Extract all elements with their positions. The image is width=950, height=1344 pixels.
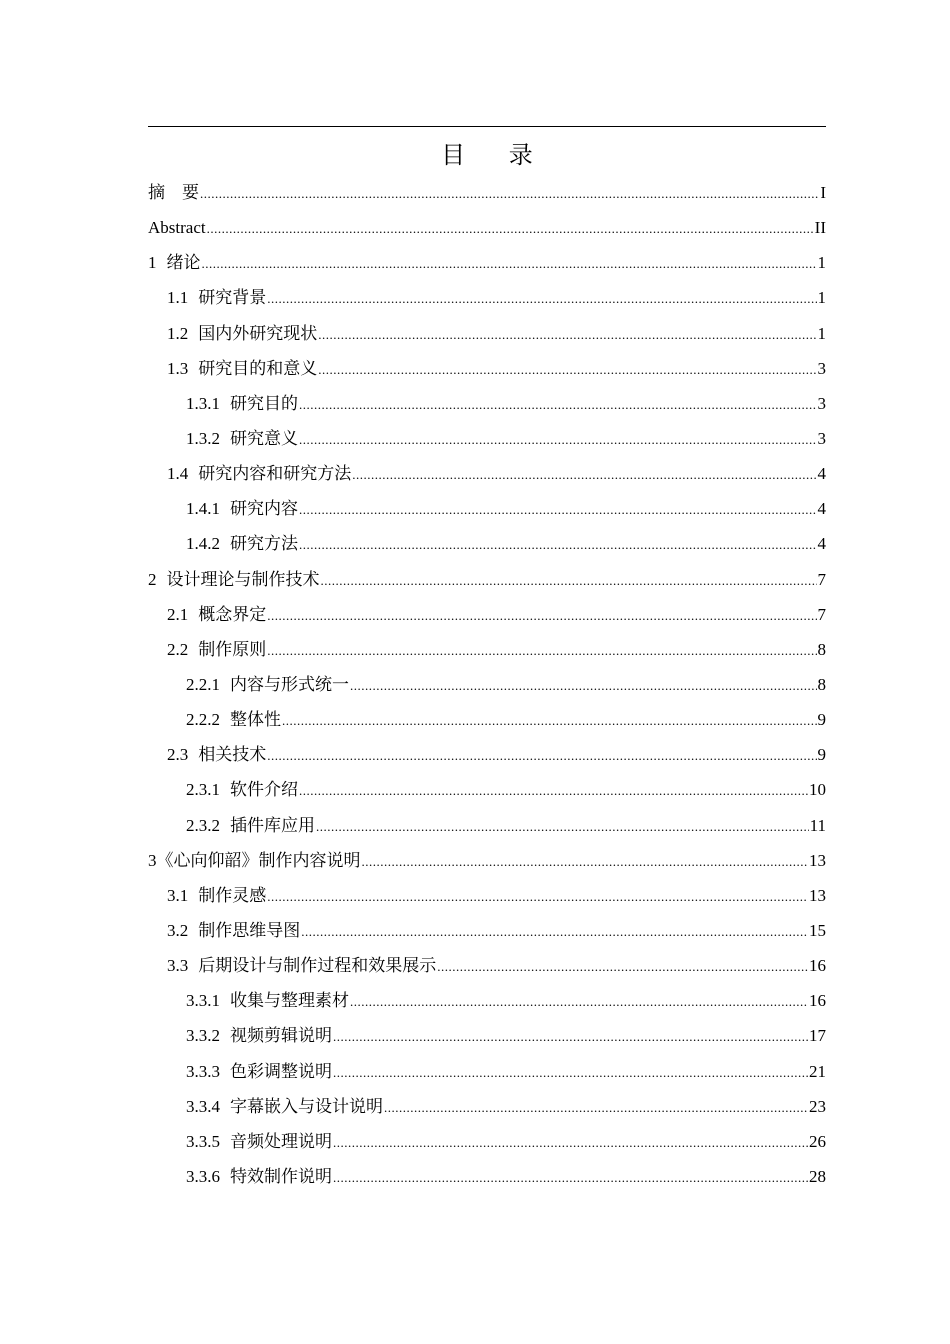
toc-entry[interactable] <box>148 667 826 702</box>
toc-entry-title: 后期设计与制作过程和效果展示 <box>198 956 437 976</box>
toc-entry[interactable] <box>148 737 826 772</box>
toc-entry-title: 绪论 <box>166 253 201 273</box>
toc-entry-label <box>186 386 298 421</box>
toc-entry-number: 2.3.1 <box>186 780 220 800</box>
toc-entry[interactable] <box>148 386 826 421</box>
toc-dot-leader <box>333 1125 808 1160</box>
toc-entry[interactable] <box>148 702 826 737</box>
toc-entry[interactable] <box>148 1054 826 1089</box>
toc-page-number: 13 <box>809 850 826 870</box>
toc-entry-number: 1 <box>148 253 157 273</box>
toc-entry-label <box>148 562 320 597</box>
toc-dot-leader <box>267 633 816 668</box>
toc-title: 目 录 <box>441 141 551 169</box>
toc-dot-leader <box>202 246 817 281</box>
toc-entry-title: 摘 要 <box>148 183 199 202</box>
toc-entry-title: 国内外研究现状 <box>198 323 318 343</box>
toc-entry-title: 研究意义 <box>230 428 298 448</box>
toc-dot-leader <box>267 598 816 633</box>
toc-entry-label <box>186 1054 332 1089</box>
toc-page-number: 11 <box>809 815 826 835</box>
toc-entry-label <box>186 702 281 737</box>
toc-entry-number: 3.3.3 <box>186 1061 220 1081</box>
toc-entry-title: 3《心向仰韶》制作内容说明 <box>148 850 361 870</box>
toc-page-number: 28 <box>809 1166 826 1186</box>
toc-page-number: 17 <box>809 1026 826 1046</box>
toc-entry-number: 1.3.2 <box>186 428 220 448</box>
toc-page-number: 23 <box>809 1096 826 1116</box>
toc-entry-title: 研究目的和意义 <box>198 358 318 378</box>
toc-entry[interactable] <box>148 562 826 597</box>
toc-entry-title: 整体性 <box>230 710 281 730</box>
toc-dot-leader <box>333 1019 808 1054</box>
toc-entry-label <box>148 210 206 245</box>
toc-dot-leader <box>299 422 817 457</box>
toc-entry-title: Abstract <box>148 218 206 238</box>
toc-entry-title: 收集与整理素材 <box>230 991 349 1011</box>
toc-entry-label <box>167 597 266 632</box>
toc-page-number: 13 <box>809 885 826 905</box>
toc-entry-number: 1.4 <box>167 464 189 484</box>
toc-entry[interactable] <box>148 913 826 948</box>
toc-entry[interactable] <box>148 210 826 245</box>
toc-entry-label <box>167 632 266 667</box>
toc-page-number: 1 <box>817 288 826 308</box>
toc-entry-title: 字幕嵌入与设计说明 <box>230 1096 383 1116</box>
toc-entry-title: 音频处理说明 <box>230 1131 332 1151</box>
toc-entry-title: 制作灵感 <box>198 885 267 905</box>
toc-entry-number: 3.3.5 <box>186 1131 220 1151</box>
toc-entry-title: 制作思维导图 <box>198 920 301 940</box>
toc-entry[interactable] <box>148 632 826 667</box>
toc-page-number: 1 <box>817 323 826 343</box>
toc-dot-leader <box>384 1090 808 1125</box>
toc-dot-leader <box>200 176 819 211</box>
toc-entry[interactable] <box>148 491 826 526</box>
toc-entry-label <box>186 491 298 526</box>
toc-page-number: 10 <box>809 780 826 800</box>
toc-entry-title: 研究方法 <box>230 534 298 554</box>
toc-entry-label <box>148 245 201 280</box>
toc-dot-leader <box>299 387 817 422</box>
toc-entry-number: 2.2 <box>167 639 189 659</box>
toc-page-number: 7 <box>817 569 826 589</box>
toc-entry-label <box>167 948 436 983</box>
toc-page-number: 9 <box>817 710 826 730</box>
toc-page-number: 16 <box>809 956 826 976</box>
toc-entry-label <box>148 843 361 878</box>
toc-entry-title: 概念界定 <box>198 604 267 624</box>
toc-dot-leader <box>299 773 808 808</box>
toc-entry-title: 研究内容和研究方法 <box>198 464 352 484</box>
toc-entry-number: 2.2.1 <box>186 674 220 694</box>
toc-dot-leader <box>282 703 817 738</box>
toc-page-number: 8 <box>817 639 826 659</box>
toc-dot-leader <box>350 984 808 1019</box>
toc-entry-title: 制作原则 <box>198 639 267 659</box>
toc-entry-title: 设计理论与制作技术 <box>166 569 320 589</box>
toc-page-number: 16 <box>809 991 826 1011</box>
toc-entry-number: 1.2 <box>167 323 189 343</box>
toc-entry[interactable] <box>148 245 826 280</box>
toc-entry[interactable] <box>148 526 826 561</box>
toc-dot-leader <box>267 738 816 773</box>
toc-entry-number: 3.1 <box>167 885 189 905</box>
toc-dot-leader <box>316 809 809 844</box>
toc-dot-leader <box>352 457 816 492</box>
toc-entry-label <box>186 772 298 807</box>
toc-entry[interactable] <box>148 983 826 1018</box>
toc-dot-leader <box>318 317 816 352</box>
toc-dot-leader <box>362 844 809 879</box>
toc-entry-number: 2.2.2 <box>186 710 220 730</box>
toc-page-number: 26 <box>809 1131 826 1151</box>
toc-entry-number: 2.3 <box>167 745 189 765</box>
toc-entry-label <box>186 1159 332 1194</box>
toc-entry-label <box>167 280 266 315</box>
toc-entry-title: 内容与形式统一 <box>230 674 349 694</box>
toc-entry[interactable] <box>148 948 826 983</box>
toc-page-number: 4 <box>817 464 826 484</box>
toc-entry[interactable] <box>148 316 826 351</box>
toc-entry-label <box>167 456 351 491</box>
toc-page-number: 3 <box>817 393 826 413</box>
toc-page-number: 8 <box>817 674 826 694</box>
toc-entry-title: 研究背景 <box>198 288 267 308</box>
toc-entry[interactable] <box>148 843 826 878</box>
toc-page-number: 1 <box>817 253 826 273</box>
toc-page-number: 3 <box>817 358 826 378</box>
toc-dot-leader <box>267 281 816 316</box>
toc-entry[interactable] <box>148 1124 826 1159</box>
toc-dot-leader <box>207 211 814 246</box>
toc-entry-label <box>167 351 317 386</box>
toc-entry-number: 1.1 <box>167 288 189 308</box>
toc-page-number: I <box>820 183 826 202</box>
toc-page-number: 4 <box>817 499 826 519</box>
toc-entry-number: 1.3.1 <box>186 393 220 413</box>
toc-list <box>148 175 826 1194</box>
toc-entry-number: 2.1 <box>167 604 189 624</box>
toc-entry-title: 研究内容 <box>230 499 298 519</box>
toc-entry[interactable] <box>148 351 826 386</box>
toc-entry[interactable] <box>148 808 826 843</box>
toc-dot-leader <box>321 563 817 598</box>
toc-entry-number: 1.4.1 <box>186 499 220 519</box>
toc-entry-label <box>167 316 317 351</box>
toc-entry-label <box>167 737 266 772</box>
toc-entry[interactable] <box>148 421 826 456</box>
toc-dot-leader <box>299 492 817 527</box>
toc-entry-label <box>186 1018 332 1053</box>
toc-entry-label <box>186 1124 332 1159</box>
toc-entry-number: 3.3.4 <box>186 1096 220 1116</box>
toc-page-number: 15 <box>809 920 826 940</box>
toc-entry-title: 相关技术 <box>198 745 267 765</box>
toc-entry-title: 视频剪辑说明 <box>230 1026 332 1046</box>
toc-entry-number: 3.3.6 <box>186 1166 220 1186</box>
toc-entry-number: 3.3.1 <box>186 991 220 1011</box>
header-rule <box>148 126 826 127</box>
toc-dot-leader <box>299 527 817 562</box>
toc-entry-title: 研究目的 <box>230 393 298 413</box>
toc-dot-leader <box>318 352 816 387</box>
toc-entry-title: 软件介绍 <box>230 780 298 800</box>
toc-entry-label <box>186 667 349 702</box>
toc-dot-leader <box>267 879 808 914</box>
toc-entry-label <box>148 175 199 210</box>
toc-entry[interactable] <box>148 1089 826 1124</box>
toc-page-number: 9 <box>817 745 826 765</box>
toc-entry[interactable] <box>148 1018 826 1053</box>
toc-dot-leader <box>333 1160 808 1195</box>
toc-entry[interactable] <box>148 456 826 491</box>
toc-entry-label <box>186 421 298 456</box>
toc-entry[interactable] <box>148 280 826 315</box>
toc-dot-leader <box>350 668 817 703</box>
toc-entry-number: 3.2 <box>167 920 189 940</box>
toc-entry-label <box>186 1089 383 1124</box>
toc-entry-number: 1.3 <box>167 358 189 378</box>
toc-page-number: 3 <box>817 428 826 448</box>
toc-entry[interactable] <box>148 175 826 210</box>
toc-entry-label <box>167 913 300 948</box>
toc-dot-leader <box>333 1055 808 1090</box>
toc-entry-number: 2.3.2 <box>186 815 220 835</box>
toc-entry[interactable] <box>148 1159 826 1194</box>
toc-dot-leader <box>301 914 808 949</box>
toc-page-number: 21 <box>809 1061 826 1081</box>
toc-entry-title: 插件库应用 <box>230 815 315 835</box>
toc-entry-number: 3.3 <box>167 956 189 976</box>
toc-entry-number: 1.4.2 <box>186 534 220 554</box>
toc-entry-label <box>186 808 315 843</box>
toc-entry-number: 3.3.2 <box>186 1026 220 1046</box>
toc-entry[interactable] <box>148 878 826 913</box>
toc-entry[interactable] <box>148 772 826 807</box>
toc-page-number: 7 <box>817 604 826 624</box>
toc-entry-title: 特效制作说明 <box>230 1166 332 1186</box>
toc-dot-leader <box>437 949 808 984</box>
toc-entry[interactable] <box>148 597 826 632</box>
toc-page-number: II <box>814 218 826 238</box>
toc-entry-number: 2 <box>148 569 157 589</box>
toc-entry-title: 色彩调整说明 <box>230 1061 332 1081</box>
toc-page-number: 4 <box>817 534 826 554</box>
toc-entry-label <box>186 983 349 1018</box>
toc-entry-label <box>167 878 266 913</box>
toc-entry-label <box>186 526 298 561</box>
